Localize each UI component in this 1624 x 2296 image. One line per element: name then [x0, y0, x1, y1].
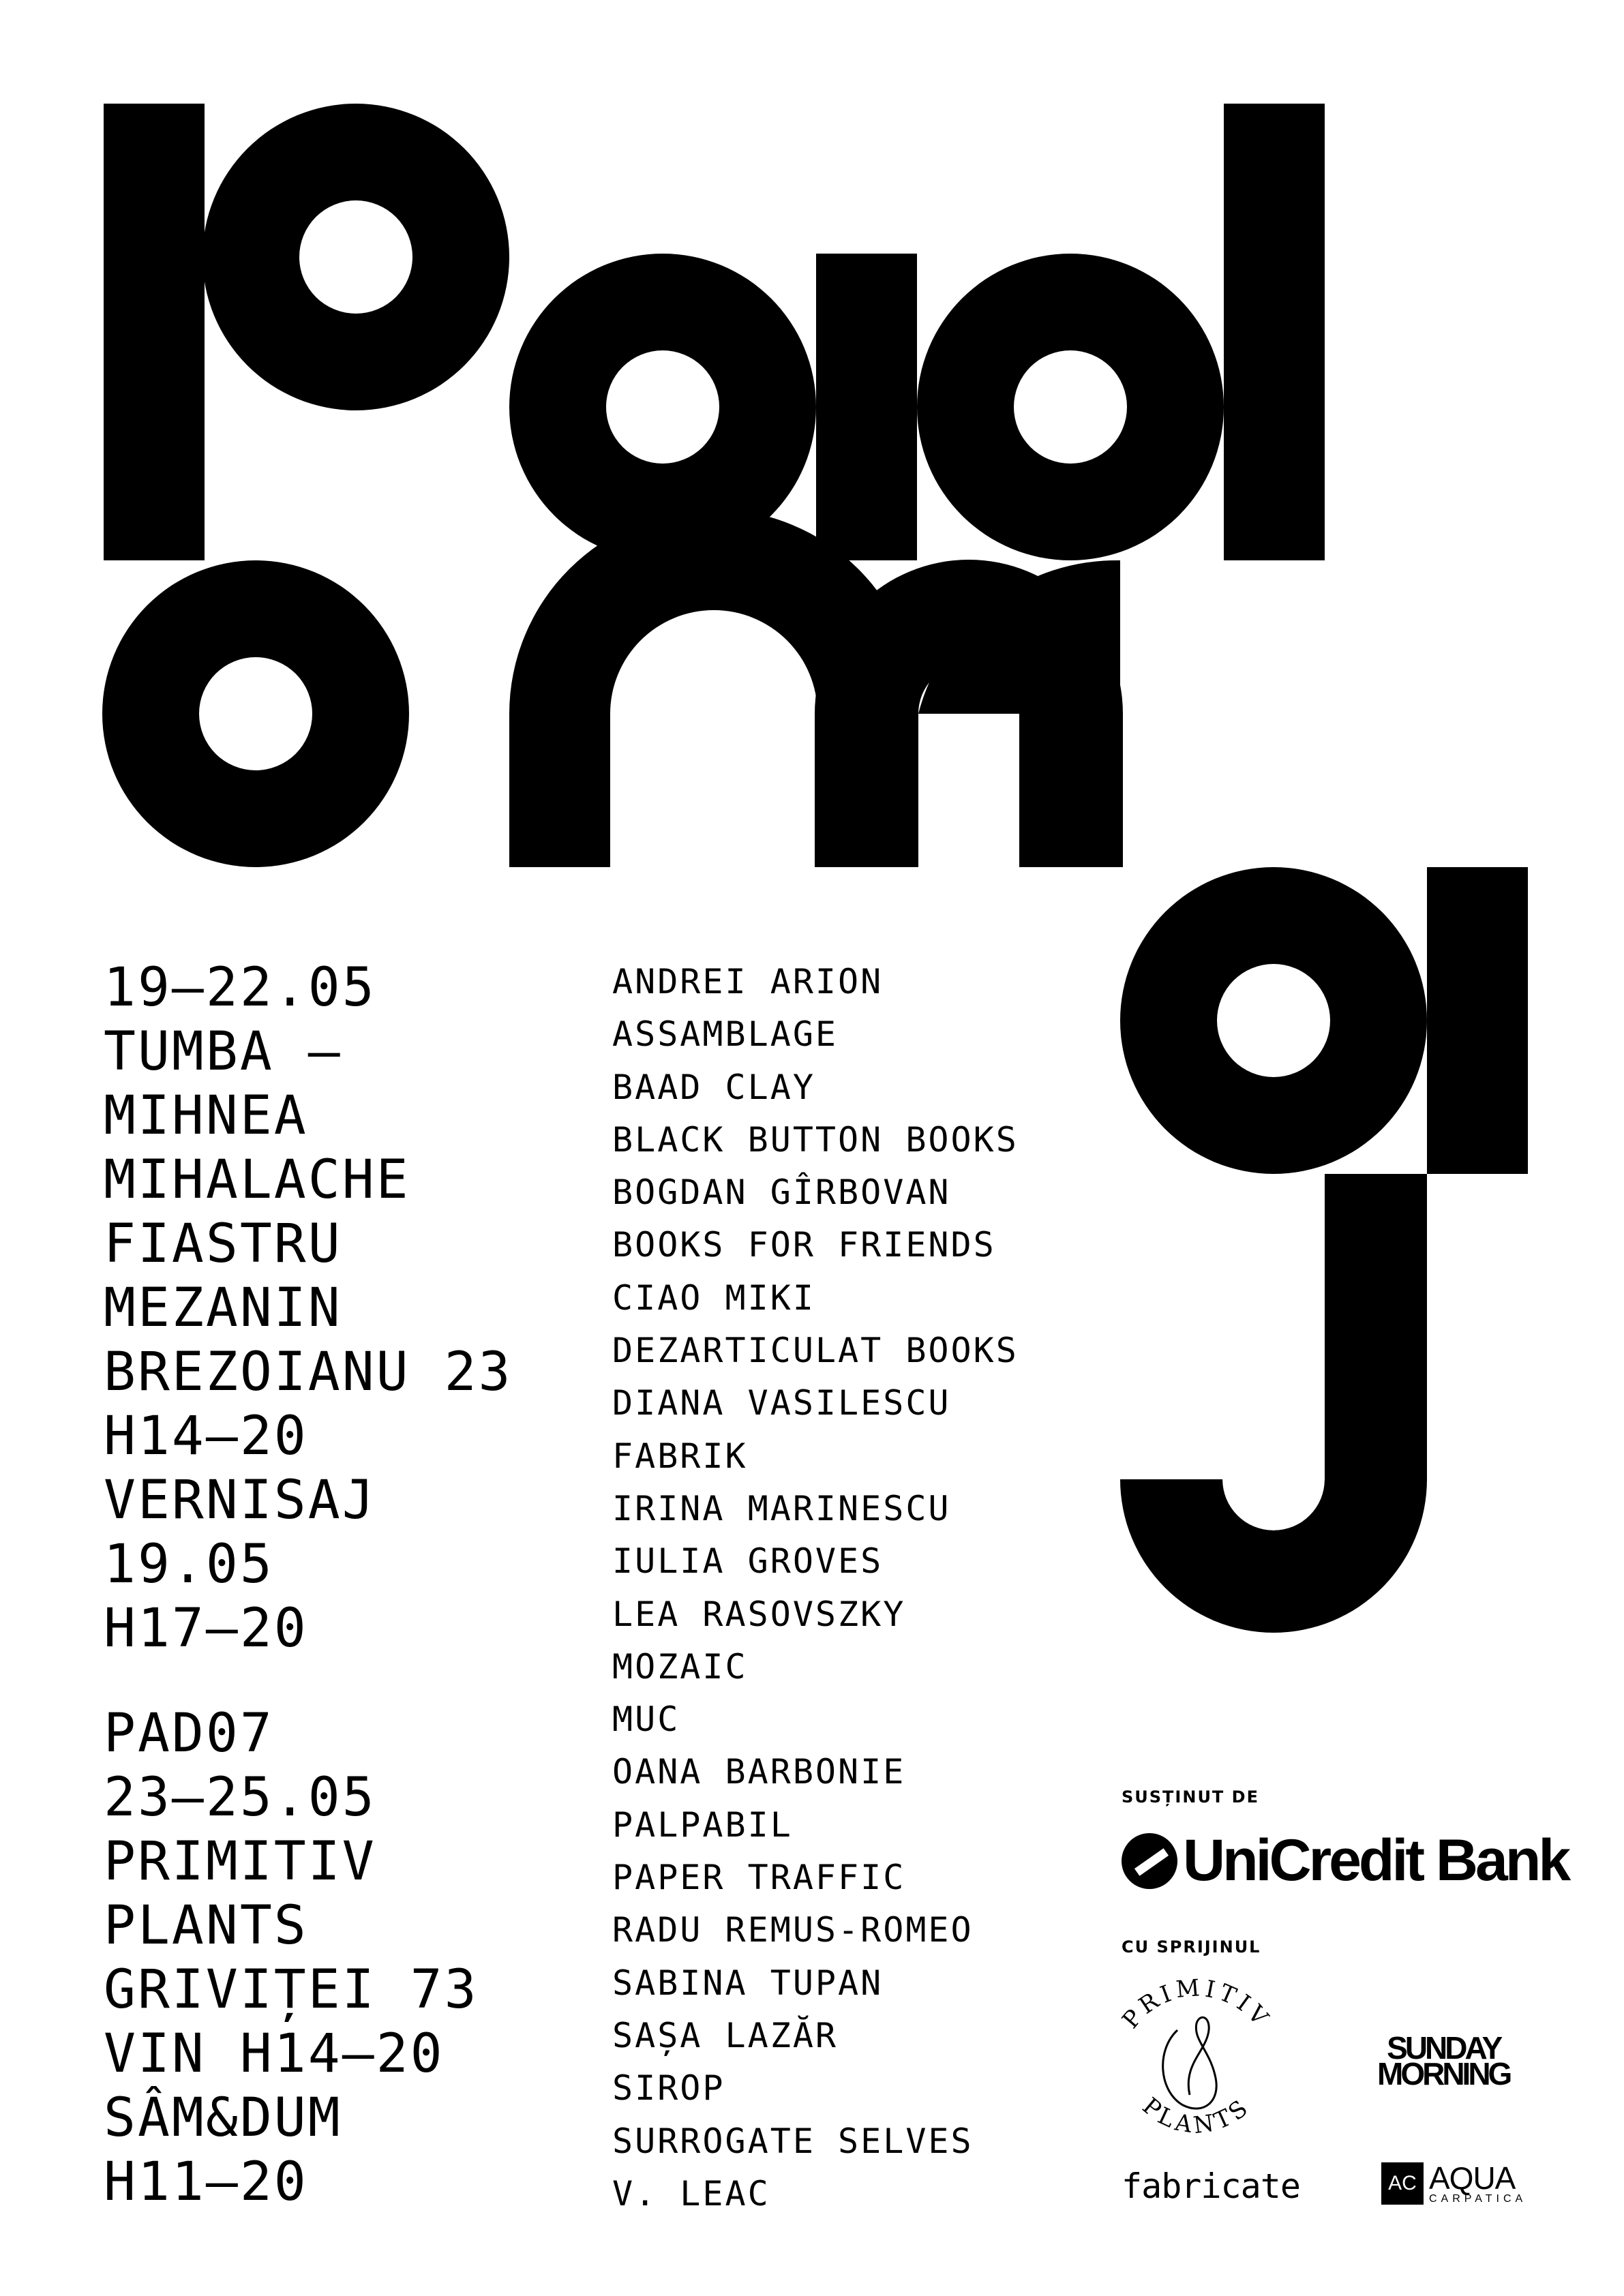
sunday-line-2: MORNING	[1377, 2056, 1510, 2091]
participant-name: OANA BARBONIE	[612, 1752, 906, 1792]
participant-name: SABINA TUPAN	[612, 1963, 884, 2003]
participant-name: BOGDAN GÎRBOVAN	[612, 1173, 951, 1213]
help-label: CU SPRIJINUL	[1122, 1937, 1261, 1957]
glyph-bar-1	[104, 104, 205, 560]
participant-name: MOZAIC	[612, 1646, 748, 1687]
unicredit-logo-icon	[1122, 1833, 1177, 1889]
participant-name: BAAD CLAY	[612, 1067, 815, 1107]
event-line: PAD07	[104, 1703, 274, 1764]
participant-name: LEA RASOVSZKY	[612, 1594, 906, 1634]
event-line: PRIMITIV	[104, 1831, 376, 1892]
event-line: TUMBA –	[104, 1021, 342, 1083]
event-line: GRIVIȚEI 73	[104, 1959, 479, 2021]
glyph-ring-2	[509, 254, 816, 560]
sunday-morning-logo	[1377, 2030, 1510, 2091]
participant-name: DEZARTICULAT BOOKS	[612, 1331, 1019, 1371]
carpatica-wordmark: CARPATICA	[1429, 2193, 1527, 2205]
event-line: H14–20	[104, 1406, 308, 1467]
aqua-wordmark: AQUA	[1429, 2160, 1516, 2196]
event-line: MIHNEA	[104, 1085, 308, 1147]
event-line: 19–22.05	[104, 957, 376, 1018]
participants-list	[612, 956, 1019, 2220]
participant-name: BLACK BUTTON BOOKS	[612, 1119, 1019, 1160]
glyph-ring-4	[102, 560, 409, 867]
participant-name: MUC	[612, 1700, 680, 1740]
fabricate-logo: fabricate	[1122, 2166, 1300, 2206]
unicredit-logo	[1122, 1827, 1568, 1894]
participant-name: BOOKS FOR FRIENDS	[612, 1225, 996, 1265]
event-line: MIHALACHE	[104, 1149, 410, 1211]
participant-name: V. LEAC	[612, 2173, 770, 2214]
aqua-carpatica-logo-icon: AC	[1381, 2162, 1424, 2205]
participant-name: IULIA GROVES	[612, 1541, 884, 1582]
glyph-ring-5	[1120, 867, 1427, 1174]
glyph-ring-1	[202, 104, 509, 410]
event-line: H11–20	[104, 2151, 308, 2213]
participant-name: SAȘA LAZĂR	[612, 2015, 839, 2055]
supported-by-label: SUSȚINUT DE	[1122, 1787, 1259, 1807]
participant-name: DIANA VASILESCU	[612, 1383, 951, 1423]
event-line: BREZOIANU 23	[104, 1342, 513, 1403]
participant-name: CIAO MIKI	[612, 1278, 815, 1318]
event-line: VERNISAJ	[104, 1470, 376, 1531]
glyph-bar-3	[1224, 104, 1325, 560]
glyph-bar-4	[1427, 867, 1528, 1174]
glyph-bar-2	[816, 254, 917, 560]
event-line: VIN H14–20	[104, 2023, 445, 2085]
event-info-tumba	[104, 956, 513, 1661]
event-line: MEZANIN	[104, 1278, 342, 1339]
participant-name: SIROP	[612, 2068, 725, 2109]
sunday-line-1: SUNDAY	[1387, 2030, 1501, 2066]
event-line: SÂM&DUM	[104, 2087, 342, 2149]
glyph-ring-3	[917, 254, 1224, 560]
participant-name: PALPABIL	[612, 1804, 793, 1845]
event-line: 23–25.05	[104, 1767, 376, 1828]
unicredit-wordmark: UniCredit Bank	[1183, 1828, 1569, 1893]
event-line: 19.05	[104, 1534, 274, 1595]
participant-name: ASSAMBLAGE	[612, 1014, 839, 1055]
participant-name: FABRIK	[612, 1436, 748, 1476]
event-info-pad07	[104, 1702, 479, 2214]
svg-text:PLANTS: PLANTS	[1137, 2092, 1257, 2140]
primitiv-plants-logo-icon	[1101, 1976, 1292, 2153]
event-line: H17–20	[104, 1598, 308, 1659]
svg-text:PRIMITIV: PRIMITIV	[1117, 1976, 1276, 2034]
event-line: FIASTRU	[104, 1213, 342, 1275]
aqua-carpatica-logo	[1381, 2162, 1527, 2205]
participant-name: RADU REMUS-ROMEO	[612, 1910, 974, 1950]
participant-name: ANDREI ARION	[612, 962, 884, 1001]
participant-name: SURROGATE SELVES	[612, 2121, 974, 2161]
event-line: PLANTS	[104, 1895, 308, 1957]
glyph-hook-bowl	[1122, 1174, 1427, 1618]
participant-name: PAPER TRAFFIC	[612, 1858, 906, 1898]
participant-name: IRINA MARINESCU	[612, 1488, 951, 1528]
